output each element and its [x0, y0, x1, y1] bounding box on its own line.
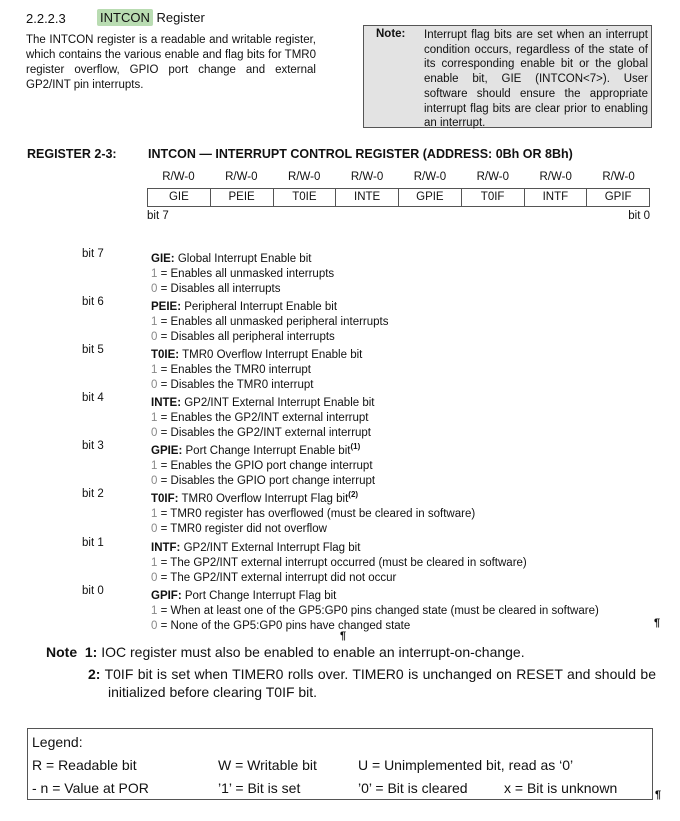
bit-name-cell: PEIE: [211, 189, 274, 206]
bit-summary: TMR0 Overflow Interrupt Flag bit: [178, 492, 349, 505]
value-one-text: = Enables the GPIO port change interrupt: [157, 459, 373, 472]
value-zero-text: = Disables all interrupts: [157, 282, 281, 295]
value-zero-text: = Disables the GPIO port change interrupt: [157, 474, 376, 487]
bit-summary: Port Change Interrupt Flag bit: [181, 589, 337, 602]
bit-number: bit 4: [82, 392, 104, 404]
bit-number: bit 2: [82, 488, 104, 500]
bit-name-cell: T0IF: [462, 189, 525, 206]
value-zero: 0: [151, 282, 158, 295]
pilcrow-mark: ¶: [654, 617, 661, 629]
bit-title: [151, 439, 671, 459]
value-zero: 0: [151, 522, 158, 535]
bit-body: [151, 343, 671, 393]
legend-unimplemented: U = Unimplemented bit, read as ‘0’: [358, 757, 574, 773]
section-title-rest: Register: [152, 10, 205, 25]
note-1: [46, 643, 656, 661]
value-one-text: = Enables all unmasked peripheral interrupts: [157, 315, 389, 328]
bit-number: bit 1: [82, 537, 104, 549]
bit-body: [151, 536, 671, 586]
note-text: Interrupt flag bits are set when an interrupt condition occurs, regardless of the state of its corresponding enable bit or the global enable bit, GIE (INTCON<7>). User software should ensure the appropriate interrupt flag bits are clear prior to enabling an interrupt.: [424, 29, 648, 130]
lsb-label: bit 0: [628, 210, 650, 222]
access-cell: R/W-0: [162, 171, 195, 183]
bit-name: PEIE:: [151, 300, 182, 313]
value-one: 1: [151, 459, 158, 472]
bit-name: GIE:: [151, 252, 175, 265]
note-box: [363, 25, 652, 128]
value-one-text: = Enables all unmasked interrupts: [157, 267, 335, 280]
footnote-ref: (1): [350, 442, 361, 451]
note-2: [46, 665, 656, 701]
bit-title: [151, 247, 671, 267]
value-one: 1: [151, 604, 158, 617]
value-zero-text: = None of the GP5:GP0 pins have changed state: [157, 619, 411, 632]
msb-label: bit 7: [147, 210, 169, 222]
note-2-text: T0IF bit is set when TIMER0 rolls over. TIMER0 is unchanged on RESET and should be initialized before clearing T0IF bit.: [100, 666, 656, 700]
bit-value-1: [151, 459, 671, 474]
bit-summary: Port Change Interrupt Enable bit: [182, 444, 351, 457]
bit-name: INTE:: [151, 396, 182, 409]
bit-title: [151, 584, 671, 604]
section-number: 2.2.2.3: [26, 11, 66, 26]
access-row: [147, 171, 650, 188]
note-2-label: 2:: [88, 666, 101, 682]
register-label: REGISTER 2-3:: [27, 147, 117, 161]
bit-title: [151, 343, 671, 363]
legend-por: - n = Value at POR: [32, 780, 149, 796]
bit-body: [151, 584, 671, 634]
value-one: 1: [151, 267, 158, 280]
bit-number: bit 6: [82, 296, 104, 308]
bit-summary: Global Interrupt Enable bit: [174, 252, 312, 265]
value-zero-text: = TMR0 register did not overflow: [157, 522, 327, 535]
bit-summary: Peripheral Interrupt Enable bit: [181, 300, 338, 313]
section-title: [97, 10, 205, 25]
bit-name-cell: GPIF: [604, 191, 632, 203]
access-cell: R/W-0: [288, 171, 321, 183]
bit-value-1: [151, 556, 671, 571]
register-notes: [46, 643, 656, 701]
bit-name-row: [147, 188, 650, 207]
bit-body: [151, 295, 671, 345]
access-cell: R/W-0: [225, 171, 258, 183]
value-zero: 0: [151, 426, 158, 439]
access-cell: R/W-0: [350, 171, 384, 183]
bit-value-1: [151, 604, 671, 619]
bit-name-cell: T0IE: [274, 189, 337, 206]
bit-title: [151, 487, 671, 507]
access-cell: R/W-0: [539, 171, 572, 183]
bit-name-cell: INTE: [336, 189, 399, 206]
value-zero-text: = Disables the TMR0 interrupt: [157, 378, 314, 391]
bit-name: GPIE:: [151, 444, 183, 457]
access-cell: R/W-0: [413, 171, 447, 183]
bit-summary: GP2/INT External Interrupt Enable bit: [181, 396, 375, 409]
bit-value-1: [151, 507, 671, 522]
register-bit-table: [147, 171, 650, 222]
footnote-ref: (2): [348, 490, 359, 499]
legend-readable: R = Readable bit: [32, 757, 137, 773]
bit-name-cell: GPIE: [399, 189, 462, 206]
value-zero: 0: [151, 474, 158, 487]
legend-unknown: x = Bit is unknown: [504, 780, 618, 796]
bit-summary: TMR0 Overflow Interrupt Enable bit: [179, 348, 363, 361]
bit-name-cell: INTF: [525, 189, 588, 206]
access-cell: R/W-0: [476, 171, 509, 183]
bit-title: [151, 295, 671, 315]
value-one: 1: [151, 556, 158, 569]
bit-name: INTF:: [151, 541, 181, 554]
bit-value-1: [151, 363, 671, 378]
value-zero: 0: [151, 571, 158, 584]
bit-number: bit 7: [82, 248, 104, 260]
legend-writable: W = Writable bit: [218, 757, 317, 773]
bit-body: [151, 391, 671, 441]
value-zero-text: = Disables all peripheral interrupts: [157, 330, 335, 343]
value-one: 1: [151, 507, 158, 520]
bit-summary: GP2/INT External Interrupt Flag bit: [180, 541, 361, 554]
note-label: Note:: [376, 28, 406, 40]
value-one-text: = The GP2/INT external interrupt occurred (must be cleared in software): [157, 556, 527, 569]
access-cell: R/W-0: [602, 171, 635, 183]
intro-paragraph: The INTCON register is a readable and writable register, which contains the various enable and flag bits for TMR0 register overflow, GPIO port change and external GP2/INT pin interrupts.: [26, 34, 316, 91]
bit-name: T0IE:: [151, 348, 180, 361]
legend-cleared: ’0’ = Bit is cleared: [358, 780, 468, 796]
bit-value-1: [151, 315, 671, 330]
note-1-label: Note 1:: [46, 644, 98, 660]
value-one: 1: [151, 363, 158, 376]
value-one-text: = Enables the GP2/INT external interrupt: [157, 411, 369, 424]
legend-set: ’1’ = Bit is set: [218, 780, 301, 796]
bit-title: [151, 536, 671, 556]
bit-number: bit 0: [82, 585, 104, 597]
value-one: 1: [151, 315, 158, 328]
bit-range: [147, 210, 650, 222]
value-zero-text: = The GP2/INT external interrupt did not occur: [157, 571, 397, 584]
bit-body: [151, 247, 671, 297]
bit-value-1: [151, 267, 671, 282]
legend-box: [27, 728, 653, 800]
value-one-text: = When at least one of the GP5:GP0 pins changed state (must be cleared in software): [157, 604, 599, 617]
bit-value-0: [151, 522, 671, 537]
value-one-text: = Enables the TMR0 interrupt: [157, 363, 311, 376]
legend-title: Legend:: [32, 734, 83, 750]
value-zero-text: = Disables the GP2/INT external interrupt: [157, 426, 372, 439]
bit-name: GPIF:: [151, 589, 182, 602]
bit-body: [151, 487, 671, 537]
bit-number: bit 5: [82, 344, 104, 356]
bit-name-cell: GIE: [148, 189, 211, 206]
value-one-text: = TMR0 register has overflowed (must be cleared in software): [157, 507, 476, 520]
bit-name: T0IF:: [151, 492, 179, 505]
value-zero: 0: [151, 330, 158, 343]
bit-value-1: [151, 411, 671, 426]
pilcrow-mark: ¶: [655, 789, 662, 801]
value-zero: 0: [151, 619, 158, 632]
bit-value-0: [151, 619, 671, 634]
pilcrow-mark: ¶: [340, 630, 347, 642]
value-zero: 0: [151, 378, 158, 391]
value-one: 1: [151, 411, 158, 424]
highlighted-term: INTCON: [97, 9, 153, 26]
bit-title: [151, 391, 671, 411]
register-title: INTCON — INTERRUPT CONTROL REGISTER (ADDRESS: 0Bh OR 8Bh): [148, 147, 573, 161]
note-1-text: IOC register must also be enabled to enable an interrupt-on-change.: [97, 644, 525, 660]
bit-number: bit 3: [82, 440, 104, 452]
bit-body: [151, 439, 671, 489]
